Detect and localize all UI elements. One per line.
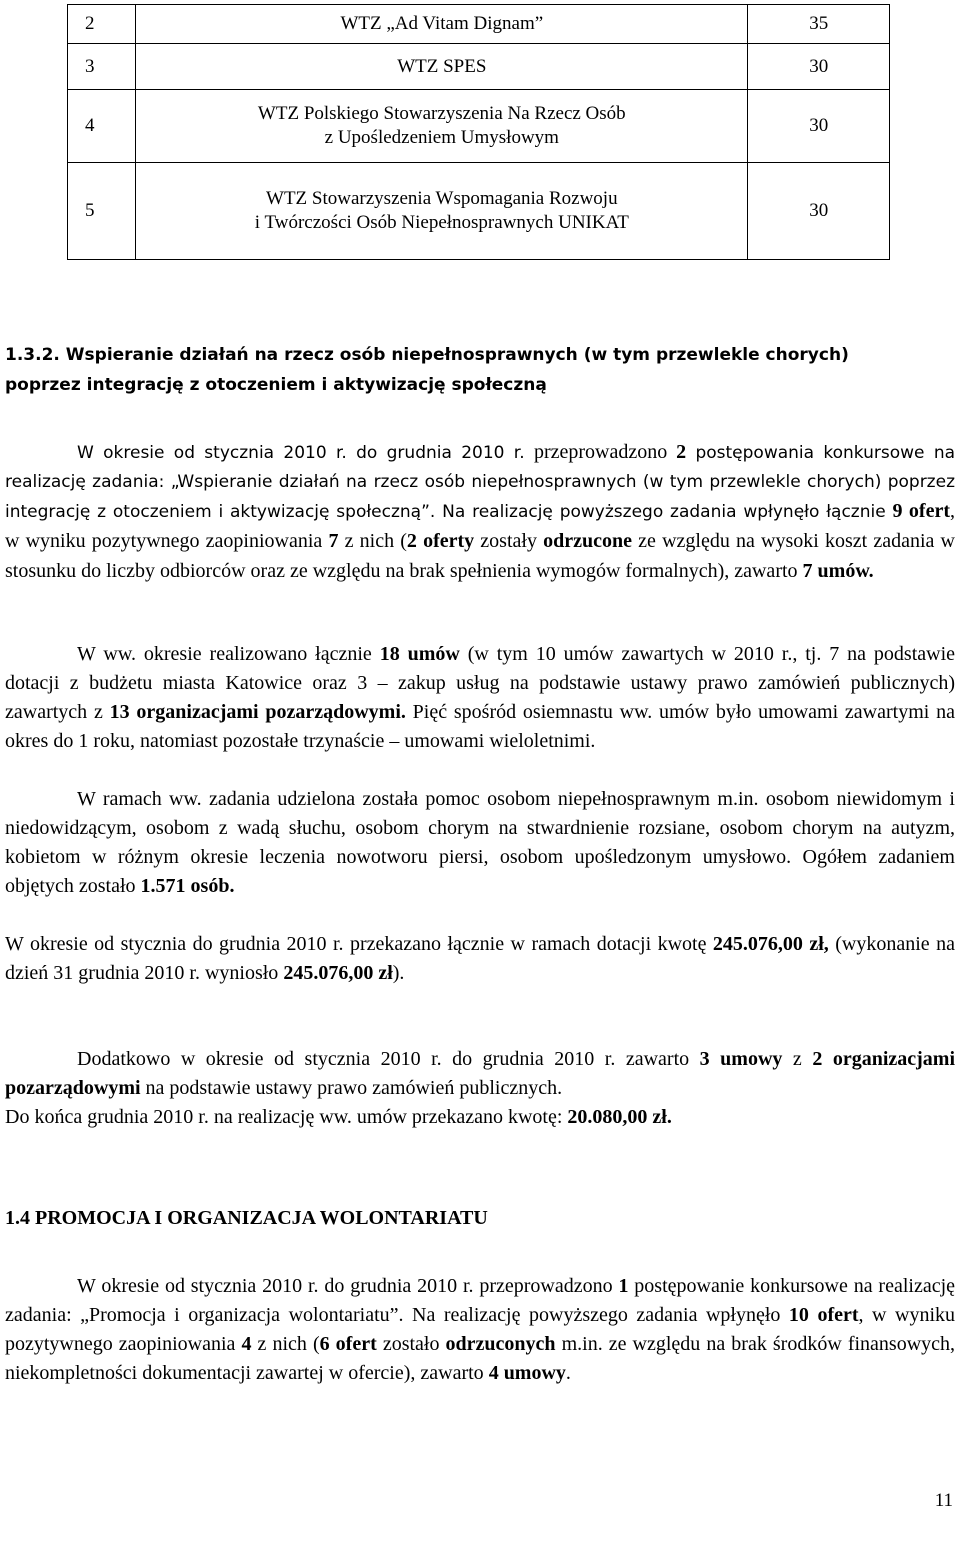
paragraph-contracts xyxy=(5,640,955,756)
text-run-bold: 10 ofert xyxy=(788,1304,859,1326)
organization-name-line-1: WTZ Stowarzyszenia Wspomagania Rozwoju xyxy=(266,188,618,209)
text-run-bold: 4 umowy xyxy=(488,1362,566,1384)
paragraph-volunteering xyxy=(5,1272,955,1388)
text-run-bold: odrzucone xyxy=(543,530,632,552)
row-number: 3 xyxy=(68,44,136,90)
participant-count: 30 xyxy=(748,44,890,90)
organization-name: WTZ SPES xyxy=(136,44,748,90)
text-run: W okresie od stycznia 2010 r. do grudnia 2010 r. xyxy=(77,443,534,463)
text-run: W okresie od stycznia 2010 r. do grudnia 2010 r. przeprowadzono xyxy=(77,1275,619,1297)
organization-name xyxy=(136,90,748,163)
participant-count: 30 xyxy=(748,90,890,163)
text-run: . xyxy=(565,1362,571,1384)
text-run: Do końca grudnia 2010 r. na realizację ww. umów przekazano kwotę: xyxy=(5,1106,568,1128)
text-run: , w wyniku pozytywnego zaopiniowania xyxy=(5,1304,955,1355)
text-run-bold: 20.080,00 zł. xyxy=(567,1106,672,1128)
text-run-bold: 2 organizacjami pozarządowymi xyxy=(5,1048,956,1099)
text-run: W ramach ww. zadania udzielona została pomoc osobom niepełnosprawnym m.in. osobom niewidomym i niedowidzącym, osobom z wadą słuchu, osobom chorym na stwardnienie rozsiane, osobom chorym na autyzm, kobietom w różnym okresie leczenia nowotworu piersi, osobom upośledzonym umysłowo. Ogółem zadaniem objętych zostało xyxy=(5,788,955,897)
page-number: 11 xyxy=(934,1490,953,1511)
paragraph-funding xyxy=(5,930,955,988)
organization-name-line-2: z Upośledzeniem Umysłowym xyxy=(324,127,559,148)
text-run: ze względu na wysoki koszt zadania w stosunku do liczby odbiorców oraz ze względu na brak spełnienia wymogów formalnych), zawarto xyxy=(5,530,955,582)
text-run: Dodatkowo w okresie od stycznia 2010 r. do grudnia 2010 r. zawarto xyxy=(77,1048,700,1070)
section-heading-line-1: 1.3.2. Wspieranie działań na rzecz osób niepełnosprawnych (w tym przewlekle chorych) xyxy=(5,345,849,365)
text-run-bold: 245.076,00 zł, xyxy=(712,933,829,955)
section-heading-line-2: poprzez integrację z otoczeniem i aktywizację społeczną xyxy=(5,375,547,395)
text-run: ). xyxy=(392,962,405,984)
text-run: postępowania konkursowe na realizację zadania: xyxy=(5,443,956,492)
text-run-bold: 7 umów. xyxy=(802,560,874,582)
table-row xyxy=(68,44,890,90)
text-run: zostały xyxy=(474,530,544,552)
organization-name-line-1: WTZ Polskiego Stowarzyszenia Na Rzecz Osób xyxy=(257,103,626,124)
paragraph-beneficiaries xyxy=(5,785,955,901)
text-run-bold: 245.076,00 zł xyxy=(283,962,393,984)
row-number: 2 xyxy=(68,5,136,44)
table-row xyxy=(68,163,890,260)
text-run: (w tym 10 umów zawartych w 2010 r., tj. 7 na podstawie dotacji z budżetu miasta Katowice oraz 3 – zakup usług na podstawie ustawy prawo zamówień publicznych) zawartych z xyxy=(5,643,956,723)
text-run: z nich ( xyxy=(338,530,407,552)
text-run: W okresie od stycznia do grudnia 2010 r. przekazano łącznie w ramach dotacji kwotę xyxy=(5,933,713,955)
section-heading-1-3-2 xyxy=(5,340,955,400)
text-run-bold: 3 umowy xyxy=(699,1048,783,1070)
text-run: z xyxy=(782,1048,813,1070)
text-run-bold: 1 xyxy=(618,1275,629,1297)
table-row xyxy=(68,90,890,163)
text-run-bold: 2 xyxy=(676,441,687,463)
text-run: , w wyniku pozytywnego zaopiniowania xyxy=(5,500,955,552)
text-run-bold: 9 ofert xyxy=(892,500,950,522)
text-run: (wykonanie na dzień 31 grudnia 2010 r. wyniosło xyxy=(5,933,955,984)
table-row xyxy=(68,5,890,44)
participant-count: 35 xyxy=(748,5,890,44)
row-number: 5 xyxy=(68,163,136,260)
text-run: przeprowadzono xyxy=(533,441,677,463)
paragraph-additional-contracts xyxy=(5,1045,955,1103)
text-run-bold: 7 xyxy=(328,530,339,552)
text-run: na podstawie ustawy prawo zamówień publicznych. xyxy=(140,1077,563,1099)
text-run-bold: 2 oferty xyxy=(406,530,475,552)
text-run-bold: odrzuconych xyxy=(445,1333,556,1355)
text-run: m.in. ze względu na brak środków finansowych, niekompletności dokumentacji zawartej w ofercie), zawarto xyxy=(5,1333,956,1384)
organization-name-line-2: i Twórczości Osób Niepełnosprawnych UNIKAT xyxy=(254,212,629,233)
text-run: zostało xyxy=(376,1333,446,1355)
row-number: 4 xyxy=(68,90,136,163)
text-run-bold: 1.571 osób. xyxy=(140,875,235,897)
text-run: Na realizację powyższego zadania wpłynęło łącznie xyxy=(435,502,893,522)
text-run-bold: 4 xyxy=(241,1333,252,1355)
text-run: W ww. okresie realizowano łącznie xyxy=(77,643,380,665)
task-name: „Wspieranie działań na rzecz osób niepełnosprawnych (w tym przewlekle chorych) poprzez integrację z otoczeniem i aktywizację społeczną”. xyxy=(5,472,955,522)
text-run-bold: 18 umów xyxy=(379,643,460,665)
text-run: postępowanie konkursowe na realizację zadania: „Promocja i organizacja wolontariatu”. Na realizację powyższego zadania wpłynęło xyxy=(5,1275,956,1326)
text-run: Pięć spośród osiemnastu ww. umów było umowami zawartymi na okres do 1 roku, natomiast pozostałe trzynaście – umowami wieloletnimi. xyxy=(5,701,955,752)
organization-name: WTZ „Ad Vitam Dignam” xyxy=(136,5,748,44)
participant-count: 30 xyxy=(748,163,890,260)
text-run-bold: 6 ofert xyxy=(319,1333,377,1355)
section-title-1-4: 1.4 PROMOCJA I ORGANIZACJA WOLONTARIATU xyxy=(5,1207,488,1229)
text-run-bold: 13 organizacjami pozarządowymi. xyxy=(109,701,406,723)
organization-name xyxy=(136,163,748,260)
paragraph-transfer xyxy=(5,1103,955,1132)
text-run: z nich ( xyxy=(251,1333,320,1355)
paragraph-contests xyxy=(5,438,955,587)
organizations-table xyxy=(67,4,890,260)
